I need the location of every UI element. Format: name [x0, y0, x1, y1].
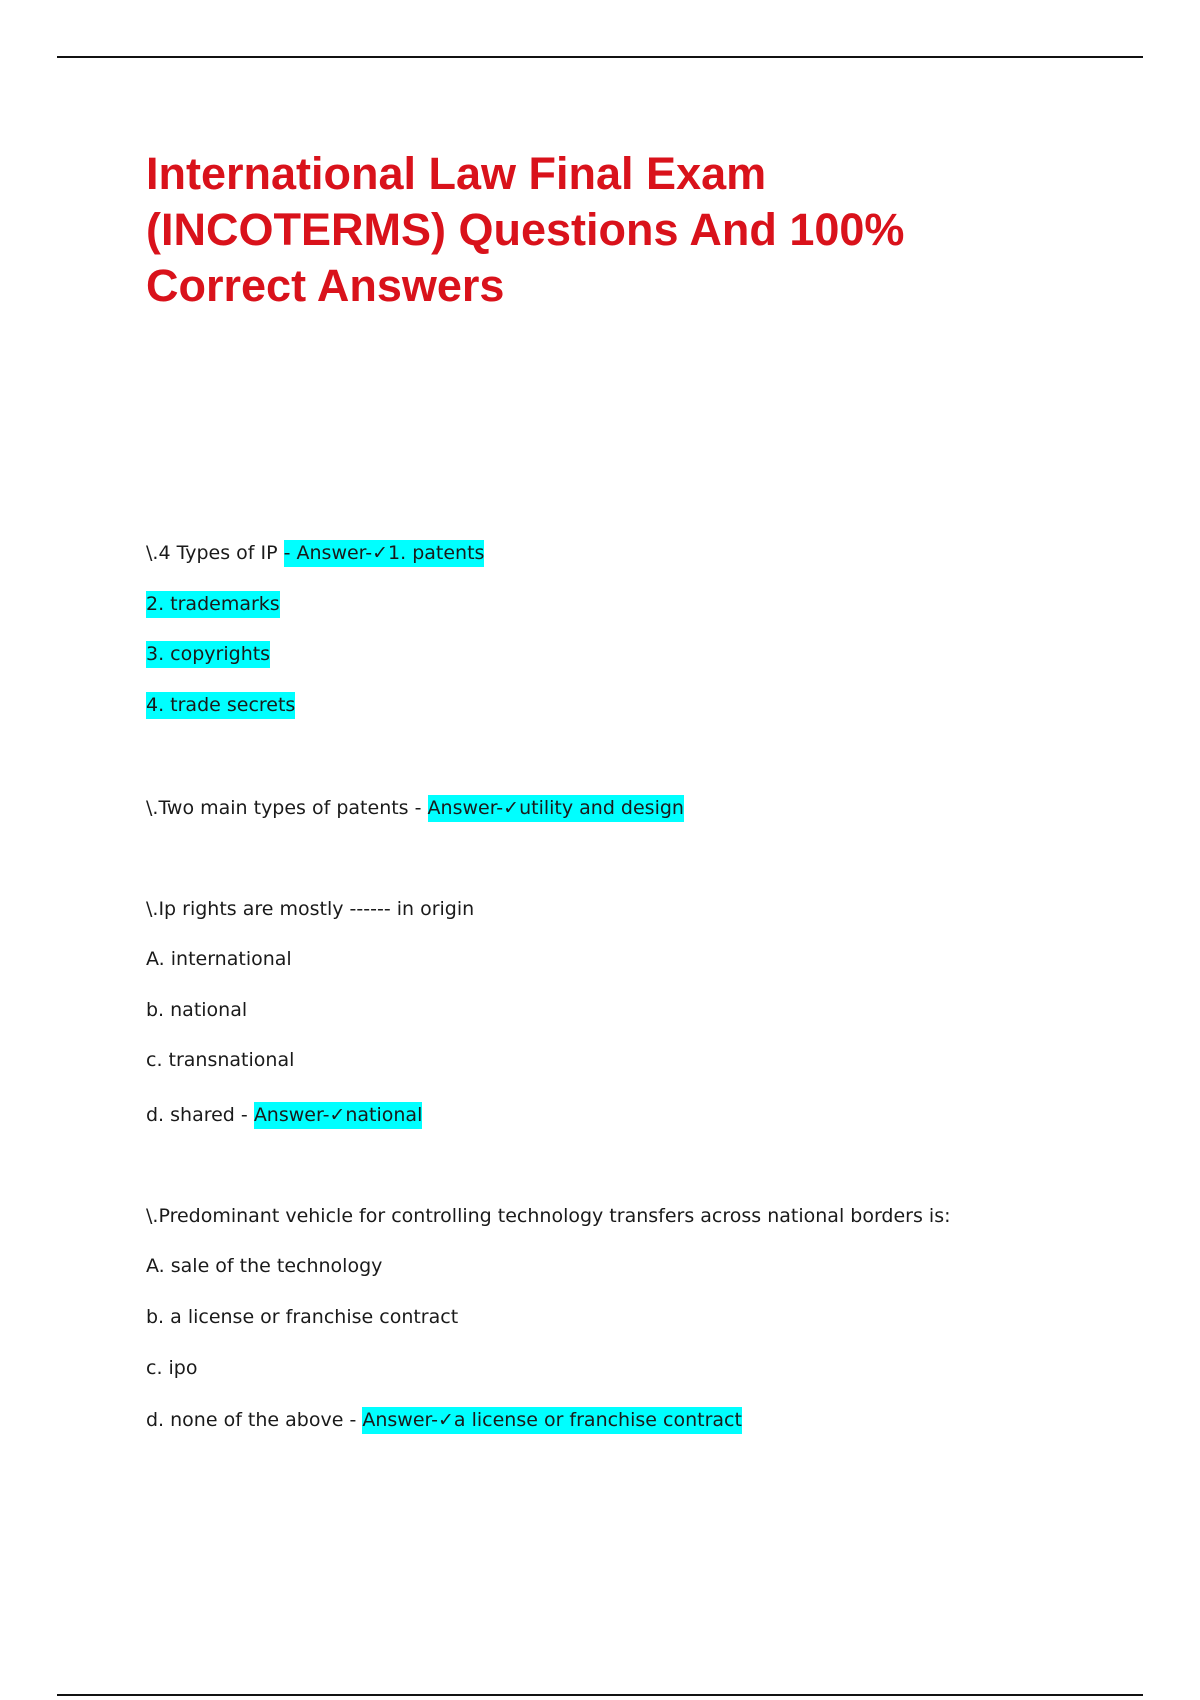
- title-line-2: (INCOTERMS) Questions And 100%: [146, 204, 905, 255]
- answer-1-line-2: [146, 591, 280, 617]
- question-4-option-d-line: [146, 1407, 742, 1433]
- question-3-option-a: A. international: [146, 948, 292, 970]
- answer-3-highlight: Answer-✓national: [254, 1102, 423, 1129]
- question-1-text: \.4 Types of IP: [146, 542, 284, 564]
- question-4-option-a: A. sale of the technology: [146, 1255, 383, 1277]
- answer-1-highlight: - Answer-✓1. patents: [284, 540, 485, 567]
- answer-1-line-4: [146, 692, 295, 718]
- question-4-option-c: c. ipo: [146, 1357, 198, 1379]
- question-2-line: [146, 795, 684, 821]
- question-2-text: \.Two main types of patents -: [146, 797, 428, 819]
- question-4-text: \.Predominant vehicle for controlling technology transfers across national borders is:: [146, 1205, 951, 1227]
- bottom-rule: [57, 1694, 1143, 1696]
- question-3-option-d: d. shared -: [146, 1104, 254, 1126]
- question-3-text: \.Ip rights are mostly ------ in origin: [146, 898, 475, 920]
- question-3-option-d-line: [146, 1102, 422, 1128]
- question-4-option-d: d. none of the above -: [146, 1409, 363, 1431]
- answer-4-highlight: Answer-✓a license or franchise contract: [362, 1407, 742, 1434]
- title-line-1: International Law Final Exam: [146, 148, 767, 199]
- answer-1-line-3: [146, 641, 270, 667]
- answer-1-item-4: 4. trade secrets: [146, 692, 295, 719]
- question-4-option-b: b. a license or franchise contract: [146, 1306, 459, 1328]
- question-3-option-c: c. transnational: [146, 1049, 295, 1071]
- document-title: [146, 146, 1106, 314]
- title-line-3: Correct Answers: [146, 260, 505, 311]
- question-1-line: [146, 540, 484, 566]
- top-rule: [57, 56, 1143, 58]
- answer-1-item-3: 3. copyrights: [146, 641, 270, 668]
- answer-1-item-2: 2. trademarks: [146, 591, 280, 618]
- question-3-option-b: b. national: [146, 999, 248, 1021]
- answer-2-highlight: Answer-✓utility and design: [428, 795, 684, 822]
